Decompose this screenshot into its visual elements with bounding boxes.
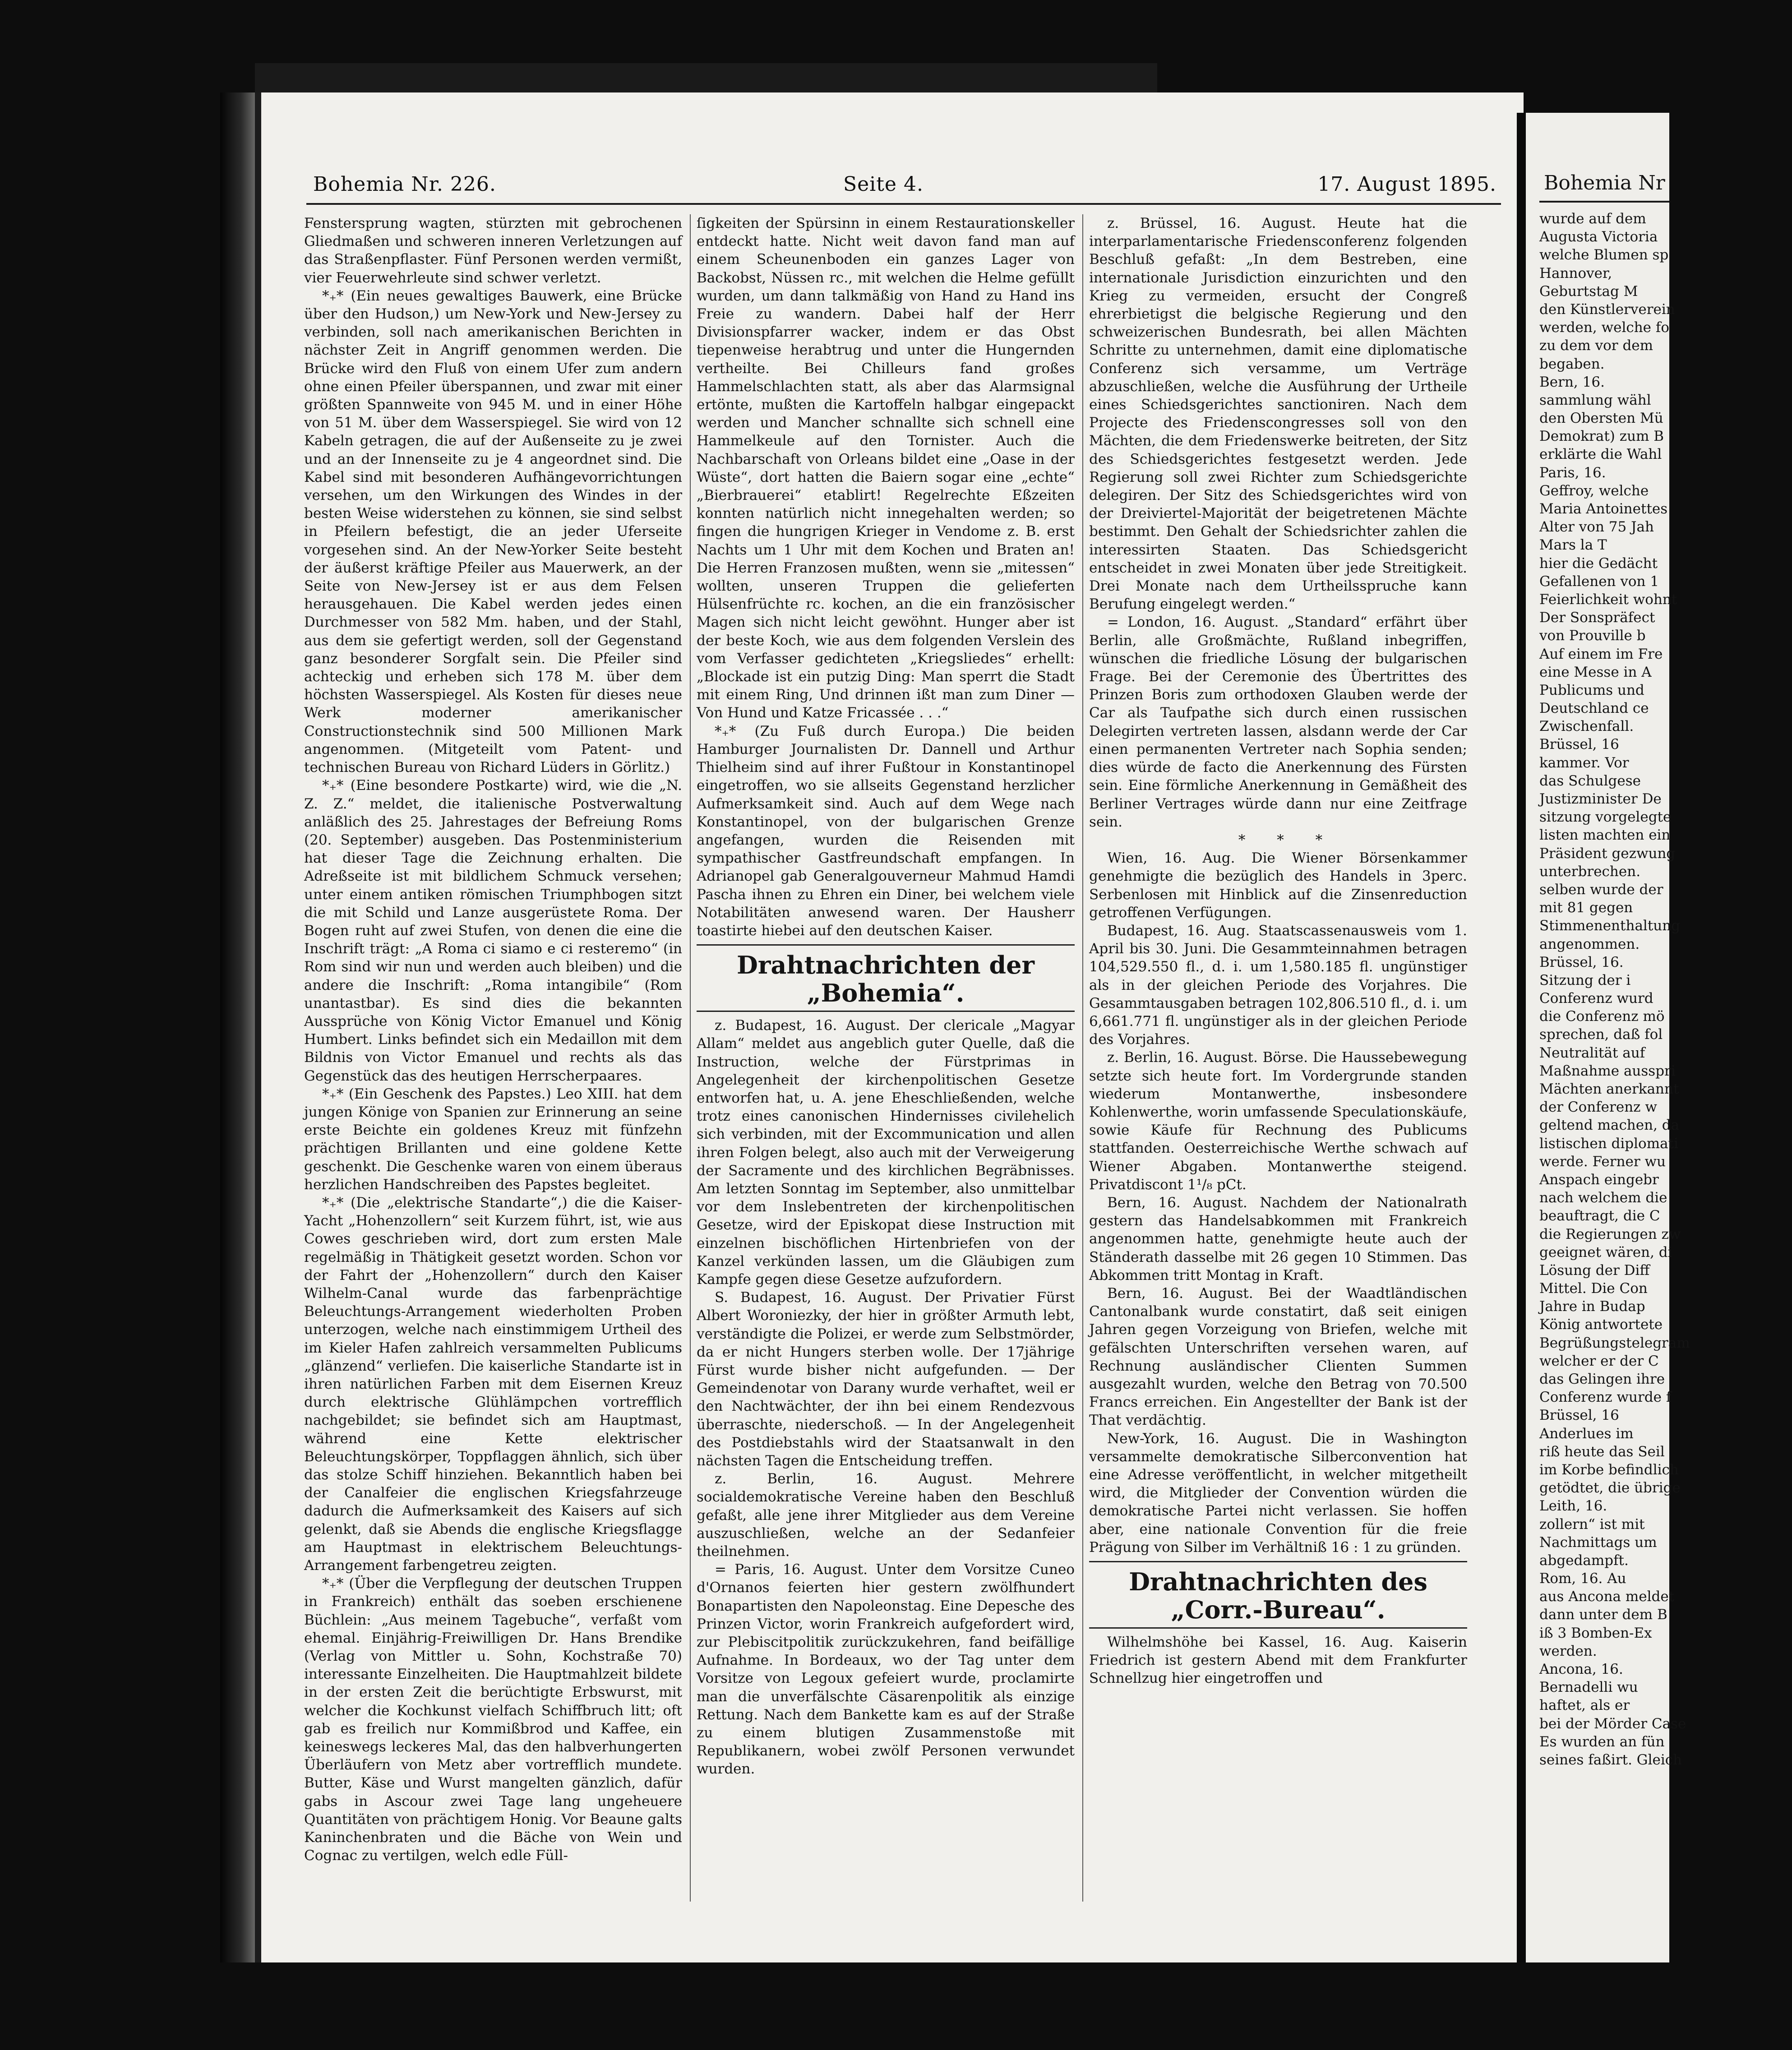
- next-page-line: aus Ancona meldet: [1539, 1588, 1675, 1605]
- next-page-line: Mächten anerkannt: [1539, 1081, 1679, 1097]
- next-page-line: im Korbe befindlich: [1539, 1461, 1679, 1478]
- newspaper-page: [255, 92, 1524, 1962]
- next-page-line: Mittel. Die Con: [1539, 1280, 1648, 1297]
- next-page-line: Begrüßungstelegram: [1539, 1334, 1690, 1351]
- telegram-item: Wilhelmshöhe bei Kassel, 16. Aug. Kaiserin Friedrich ist gestern Abend mit dem Frankfurter Schnellzug hier eingetroffen und: [1089, 1634, 1467, 1687]
- column-2: [697, 214, 1075, 1904]
- next-page-line: werden, welche fo: [1539, 319, 1670, 336]
- next-page-partial: [1517, 113, 1690, 1962]
- issue-date: 17. August 1895.: [1317, 173, 1496, 196]
- header-rule: [306, 203, 1501, 205]
- next-page-line: die Regierungen zw: [1539, 1226, 1681, 1242]
- telegram-item: Wien, 16. Aug. Die Wiener Börsenkammer genehmigte die bezüglich des Handels in 3perc. Serbenlosen mit Hinblick auf die Zinsenreduction getroffenen Verfügungen.: [1089, 850, 1467, 921]
- next-page-line: Brüssel, 16: [1539, 1407, 1619, 1424]
- telegram-item: Bern, 16. August. Bei der Waadtländischen Cantonalbank wurde constatirt, daß seit einigen Jahren gegen Vorzeigung von Briefen, welche mit gefälschten Unterschriften versehen waren, auf Rechnung ausländischer Clienten Summen ausgezahlt wurden, welche den Betrag von 70.500 Francs erreichen. Ein Angestellter der Bank ist der That verdächtig.: [1089, 1285, 1467, 1429]
- next-page-line: Justizminister De: [1539, 791, 1662, 807]
- section-heading-corr-bureau: Drahtnachrichten des „Corr.-Bureau“.: [1089, 1561, 1467, 1629]
- next-page-line: riß heute das Seil: [1539, 1443, 1665, 1460]
- article-paragraph: *₊* (Ein neues gewaltiges Bauwerk, eine Brücke über den Hudson,) um New-York und New-Jersey zu verbinden, soll nach amerikanischen Berichten in nächster Zeit in Angriff genommen werden. Die Brücke wird den Fluß von einem Ufer zum andern ohne einen Pfeiler überspannen, und zwar mit einer größten Spannweite von 945 M. und in einer Höhe von 51 M. über dem Wasserspiegel. Sie wird von 12 Kabeln getragen, die auf der Außenseite zu je zwei und an der Innenseite zu je 4 angeordnet sind. Die Kabel sind mit besonderen Aufhängevorrichtungen versehen, um den Wirkungen des Windes in der besten Weise widerstehen zu können, sie sind selbst in Pfeilern befestigt, die an jeder Uferseite vorgesehen sind. An der New-Yorker Seite besteht der äußerst kräftige Pfeiler aus Mauerwerk, an der Seite von New-Jersey ist er aus dem Felsen herausgehauen. Die Kabel werden jedes einen Durchmesser von 582 Mm. haben, und der Stahl, aus dem sie gefertigt werden, soll der Gegenstand ganz besonderer Sorgfalt sein. Die Pfeiler sind achteckig und erheben sich 178 M. über dem höchsten Wasserspiegel. Als Kosten für dieses neue Werk moderner amerikanischer Constructionstechnik sind 500 Millionen Mark angenommen. (Mitgeteilt vom Patent- und technischen Bureau von Richard Lüders in Görlitz.): [304, 287, 682, 776]
- next-page-line: Deutschland ce: [1539, 700, 1649, 717]
- next-page-line: Nachmittags um: [1539, 1534, 1657, 1551]
- next-page-line: werden.: [1539, 1643, 1597, 1659]
- next-page-line: getödtet, die übrige: [1539, 1480, 1681, 1496]
- next-page-header-rule: [1539, 201, 1669, 203]
- next-page-line: Bernadelli wu: [1539, 1679, 1638, 1696]
- next-page-line: Geburtstag M: [1539, 283, 1638, 300]
- telegram-item: New-York, 16. August. Die in Washington versammelte demokratische Silberconvention hat eine Adresse veröffentlicht, in welcher mitgetheilt wird, die Mitglieder der Convention würden die demokratische Partei nicht verlassen. Sie hoffen aber, eine nationale Convention für die freie Prägung von Silber im Verhältniß 16 : 1 zu gründen.: [1089, 1430, 1467, 1556]
- next-page-line: listischen diplomati: [1539, 1135, 1678, 1152]
- next-page-line: Es wurden an fün: [1539, 1733, 1665, 1750]
- book-spine: [220, 92, 255, 1962]
- page-number: Seite 4.: [843, 173, 924, 196]
- telegram-item: z. Berlin, 16. August. Börse. Die Haussebewegung setzte sich heute fort. Im Vordergrunde standen wiederum Montanwerthe, insbesondere Kohlenwerthe, worin umfassende Speculationskäufe, sowie Käufe für Rechnung des Publicums stattfanden. Oesterreichische Werthe schwach auf Wiener Abgaben. Montanwerthe steigend. Privatdiscont 1¹/₈ pCt.: [1089, 1049, 1467, 1193]
- telegram-item: Budapest, 16. Aug. Staatscassenausweis vom 1. April bis 30. Juni. Die Gesammteinnahmen betragen 104,529.550 fl., d. i. um 1,580.185 fl. ungünstiger als in der gleichen Periode des Vorjahres. Die Gesammtausgaben betragen 102,806.510 fl., d. i. um 6,661.771 fl. ungünstiger als in der gleichen Periode des Vorjahres.: [1089, 922, 1467, 1048]
- column-3: [1089, 214, 1467, 1904]
- next-page-line: Maria Antoinettes: [1539, 501, 1668, 517]
- next-page-line: Maßnahme ausspri: [1539, 1062, 1676, 1079]
- next-page-line: hier die Gedächt: [1539, 555, 1658, 572]
- next-page-line: Stimmenenthaltung: [1539, 918, 1681, 934]
- separator-stars: * * *: [1238, 831, 1336, 848]
- telegram-item: = Paris, 16. August. Unter dem Vorsitze Cuneo d'Ornanos feierten hier gestern zwölfhundert Bonapartisten den Napoleonstag. Eine Depesche des Prinzen Victor, worin Frankreich aufgefordert wird, zur Plebiscitpolitik zurückzukehren, fand beifällige Aufnahme. In Bordeaux, wo der Tag unter dem Vorsitze von Legoux gefeiert wurde, proclamirte man die unverfälschte Cäsarenpolitik als einzige Rettung. Nach dem Bankette kam es auf der Straße zu einem blutigen Zusammenstoße mit Republikanern, wobei zwölf Personen verwundet wurden.: [697, 1561, 1075, 1778]
- next-page-line: den Obersten Mü: [1539, 410, 1663, 427]
- next-page-line: listen machten ein: [1539, 827, 1671, 844]
- next-page-line: Anspach eingebr: [1539, 1171, 1659, 1188]
- telegram-item: Bern, 16. August. Nachdem der Nationalrath gestern das Handelsabkommen mit Frankreich angenommen hatte, genehmigte heute auch der Ständerath dasselbe mit 26 gegen 10 Stimmen. Das Abkommen tritt Montag in Kraft.: [1089, 1194, 1467, 1284]
- next-page-line: Mars la T: [1539, 537, 1607, 554]
- masthead-left: Bohemia Nr. 226.: [313, 173, 496, 196]
- next-page-line: Geffroy, welche: [1539, 482, 1649, 499]
- next-page-line: iß 3 Bomben-Ex: [1539, 1625, 1652, 1641]
- next-page-line: Conferenz wurde f: [1539, 1389, 1672, 1406]
- next-page-line: erklärte die Wahl: [1539, 446, 1662, 463]
- next-page-line: Neutralität auf: [1539, 1044, 1645, 1061]
- article-paragraph: *₊* (Die „elektrische Standarte“,) die die Kaiser-Yacht „Hohenzollern“ seit Kurzem führt, ist, wie aus Cowes geschrieben wird, dort zum ersten Male regelmäßig in Thätigkeit gesetzt worden. Schon vor der Fahrt der „Hohenzollern“ durch den Kaiser Wilhelm-Canal wurde das farbenprächtige Beleuchtungs-Arrangement wiederholten Proben unterzogen, welche nach einstimmigem Urtheil des im Kieler Hafen zahlreich versammelten Publicums „glänzend“ verliefen. Die kaiserliche Standarte ist in ihren natürlichen Farben mit dem Eisernen Kreuz durch elektrische Glühlämpchen vortrefflich nachgebildet; sie befindet sich am Hauptmast, während eine Kette elektrischer Beleuchtungskörper, Toppflaggen ähnlich, sich über das stolze Schiff hinziehen. Bekanntlich haben bei der Canalfeier die englischen Kriegsfahrzeuge dadurch die Aufmerksamkeit des Kaisers auf sich gelenkt, daß sie Abends die englische Kriegsflagge am Hauptmast in elektrischem Beleuchtungs-Arrangement farbengetreu zeigten.: [304, 1194, 682, 1574]
- next-page-line: sammlung wähl: [1539, 392, 1651, 408]
- next-page-line: abgedampft.: [1539, 1552, 1629, 1569]
- next-page-line: Augusta Victoria: [1539, 229, 1658, 245]
- section-heading-bohemia: Drahtnachrichten der „Bohemia“.: [697, 944, 1075, 1012]
- next-page-line: Zwischenfall.: [1539, 718, 1634, 735]
- next-page-line: Demokrat) zum B: [1539, 428, 1664, 445]
- article-paragraph: *₊* (Über die Verpflegung der deutschen Truppen in Frankreich) enthält das soeben erschienene Büchlein: „Aus meinem Tagebuche“, verfaßt vom ehemal. Einjährig-Freiwilligen Dr. Hans Brendike (Verlag von Mittler u. Sohn, Kochstraße 70) interessante Einzelheiten. Die Hauptmahlzeit bildete in der ersten Zeit die berüchtigte Erbswurst, mit welcher die Kochkunst vielfach Schiffbruch litt; oft gab es freilich nur Kommißbrod und Kaffee, ein keineswegs leckeres Mal, das den halbverhungerten Überläufern von Metz aber vortrefflich mundete. Butter, Käse und Wurst mangelten gänzlich, dafür gabs in Ascour zwei Tage lang ungeheuere Quantitäten von prächtigem Honig. Vor Beaune galts Kaninchenbraten und die Bäche von Wein und Cognac zu vertilgen, welch edle Füll-: [304, 1575, 682, 1864]
- next-page-line: welche Blumen sp: [1539, 247, 1669, 263]
- next-page-line: von Prouville b: [1539, 628, 1646, 644]
- next-page-line: das Schulgese: [1539, 772, 1641, 789]
- next-page-line: Brüssel, 16: [1539, 736, 1619, 753]
- scan-border-top: [255, 63, 1157, 93]
- next-page-line: Gefallenen von 1: [1539, 573, 1659, 590]
- article-paragraph: *₊* (Eine besondere Postkarte) wird, wie die „N. Z. Z.“ meldet, die italienische Postverwaltung anläßlich des 25. Jahrestages der Befreiung Roms (20. September) ausgeben. Das Postenministerium hat dieser Tage die Zeichnung erhalten. Die Adreßseite ist mit bildlichem Schmuck versehen; unter einem antiken römischen Triumphbogen sitzt die mit Schild und Lanze ausgerüstete Roma. Der Bogen ruht auf zwei Stufen, von denen die eine die Inschrift trägt: „A Roma ci siamo e ci resteremo“ (in Rom sind wir nun und werden auch bleiben) und die andere die Inschrift: „Roma intangibile“ (Rom unantastbar). Es sind dies die bekannten Aussprüche von König Victor Emanuel und König Humbert. Links befindet sich ein Medaillon mit dem Bildnis von Victor Emanuel und rechts als das Gegenstück das des heutigen Herrscherpaares.: [304, 777, 682, 1084]
- next-page-line: kammer. Vor: [1539, 754, 1629, 771]
- next-page-line: Paris, 16.: [1539, 464, 1606, 481]
- column-rule: [1082, 214, 1083, 1902]
- article-paragraph: *₊* (Ein Geschenk des Papstes.) Leo XIII. hat dem jungen Könige von Spanien zur Erinnerung an seine erste Beichte ein goldenes Kreuz mit fünfzehn prächtigen Brillanten und eine goldene Kette geschenkt. Die Geschenke waren von einem überaus herzlichen Handschreiben des Papstes begleitet.: [304, 1085, 682, 1193]
- next-page-line: Auf einem im Fre: [1539, 646, 1663, 662]
- next-page-column: [1539, 210, 1792, 1769]
- next-page-line: beauftragt, die C: [1539, 1208, 1660, 1224]
- next-page-line: unterbrechen.: [1539, 863, 1641, 880]
- next-page-masthead: Bohemia Nr: [1544, 171, 1665, 194]
- next-page-line: Lösung der Diff: [1539, 1262, 1650, 1279]
- next-page-line: der Conferenz w: [1539, 1099, 1657, 1116]
- next-page-line: Der Sonspräfect: [1539, 609, 1655, 626]
- telegram-item: z. Brüssel, 16. August. Heute hat die interparlamentarische Friedensconferenz folgenden Beschluß gefaßt: „In dem Bestreben, eine internationale Jurisdiction einzurichten und den Krieg zu vermeiden, ersucht der Congreß ehrerbietigst die belgische Regierung und den schweizerischen Bundesrath, bei allen Mächten Schritte zu unternehmen, damit eine diplomatische Conferenz sich versamme, um Verträge abzuschließen, welche die Ausführung der Urtheile eines Schiedsgerichtes sanctioniren. Nach dem Projecte des Friedenscongresses soll von den Mächten, die dem Friedenswerke beitreten, der Sitz des Schiedsgerichtes festgesetzt werden. Jede Regierung soll zwei Richter zum Schiedsgerichte delegiren. Der Sitz des Schiedsgerichtes wird von der Dreiviertel-Majorität der beigetretenen Mächte bestimmt. Den Gehalt der Schiedsrichter zahlen die interessirten Staaten. Das Schiedsgericht entscheidet in zwei Monaten über jede Streitigkeit. Drei Monate nach dem Urtheilsspruche kann Berufung eingelegt werden.“: [1089, 215, 1467, 613]
- next-page-line: dann unter dem B: [1539, 1607, 1667, 1623]
- column-1: [304, 214, 682, 1904]
- next-page-line: die Conferenz mö: [1539, 1008, 1665, 1025]
- telegram-item: = London, 16. August. „Standard“ erfährt über Berlin, alle Großmächte, Rußland inbegriffen, wünschen die friedliche Lösung der bulgarischen Frage. Bei der Ceremonie des Übertrittes des Prinzen Boris zum orthodoxen Glauben werde der Car als Taufpathe sich durch einen russischen Delegirten vertreten lassen, alsdann werde der Car einen permanenten Vertreter nach Sophia senden; dies würde de facto die Anerkennung des Fürsten sein. Eine förmliche Anerkennung in Gemäßheit des Berliner Vertrages würde dann nur eine Zeitfrage sein.: [1089, 614, 1467, 830]
- next-page-line: König antwortete: [1539, 1316, 1663, 1333]
- next-page-line: geeignet wären, di: [1539, 1244, 1672, 1260]
- next-page-line: sitzung vorgelegte: [1539, 809, 1672, 826]
- next-page-line: Alter von 75 Jah: [1539, 519, 1654, 536]
- article-paragraph: *₊* (Zu Fuß durch Europa.) Die beiden Hamburger Journalisten Dr. Dannell und Arthur Thielheim sind auf ihrer Fußtour in Konstantinopel eingetroffen, wo sie allseits Gegenstand herzlicher Aufmerksamkeit sind. Auch auf dem Wege nach Konstantinopel, von der bulgarischen Grenze angefangen, wurden die Reisenden mit sympathischer Gastfreundschaft empfangen. In Adrianopel gab Generalgouverneur Mahmud Hamdi Pascha ihnen zu Ehren ein Diner, bei welchem viele Notabilitäten anwesend waren. Der Hausherr toastirte hiebei auf den deutschen Kaiser.: [697, 723, 1075, 939]
- telegram-item: z. Berlin, 16. August. Mehrere socialdemokratische Vereine haben den Beschluß gefaßt, alle jene ihrer Mitglieder aus dem Vereine auszuschließen, welche an der Sedanfeier theilnehmen.: [697, 1471, 1075, 1560]
- telegram-item: z. Budapest, 16. August. Der clericale „Magyar Allam“ meldet aus angeblich guter Quelle, daß die Instruction, welche der Fürstprimas in Angelegenheit der kirchenpolitischen Gesetze entworfen hat, u. A. jene Eheschließenden, welche trotz eines canonischen Hindernisses civilehelich sich verbinden, mit der Excommunication und allen ihren Folgen belegt, also auch mit der Verweigerung der Sacramente und des kirchlichen Begräbnisses. Am letzten Sonntag im September, also unmittelbar vor dem Inslebentreten der kirchenpolitischen Gesetze, wird der Episkopat diese Instruction mit einzelnen bischöflichen Hirtenbriefen von der Kanzel verkünden lassen, um die Gläubigen zum Kampfe gegen diese Gesetze aufzufordern.: [697, 1017, 1075, 1288]
- next-page-line: Feierlichkeit wohnt: [1539, 591, 1677, 608]
- next-page-line: welcher er der C: [1539, 1353, 1659, 1369]
- next-page-line: geltend machen, da: [1539, 1117, 1680, 1134]
- next-page-line: das Gelingen ihre: [1539, 1371, 1665, 1387]
- next-page-line: den Künstlerverein: [1539, 301, 1675, 318]
- next-page-line: angenommen.: [1539, 936, 1640, 952]
- next-page-line: selben wurde der: [1539, 881, 1663, 898]
- column-rule: [690, 214, 691, 1902]
- article-paragraph: ſigkeiten der Spürsinn in einem Restaurationskeller entdeckt hatte. Nicht weit davon fand man auf einem Scheunenboden ein ganzes Lager von Backobst, Nüssen rc., mit welchen die Helme gefüllt wurden, um dann talkmäßig von Hand zu Hand ins Freie zu wandern. Dabei half der Herr Divisionspfarrer wacker, indem er das Obst tiepenweise herabtrug und unter die Hungernden vertheilte. Bei Chilleurs fand großes Hammelschlachten statt, als aber das Alarmsignal ertönte, mußten die Kartoffeln halbgar eingepackt werden und Mancher schnallte sich schnell eine Hammelkeule auf den Tornister. Auch die Nachbarschaft von Orleans bildet eine „Oase in der Wüste“, dort hatten die Baiern sogar eine „echte“ „Bierbrauerei“ etablirt! Regelrechte Eßzeiten konnten natürlich nicht innegehalten werden; so fingen die hungrigen Krieger in Vendome z. B. erst Nachts um 1 Uhr mit dem Kochen und Braten an! Die Herren Franzosen mußten, wenn sie „mitessen“ wollten, unseren Truppen die gelieferten Hülsenfrüchte rc. kochen, an die ein französischer Magen sich nicht leicht gewöhnt. Hunger aber ist der beste Koch, wie aus dem folgenden Verslein des vom Verfasser gedichteten „Kriegsliedes“ erhellt: „Blockade ist ein putzig Ding: Man sperrt die Stadt mit einem Ring, Und drinnen ißt man zum Diner — Von Hund und Katze Fricassée . . .“: [697, 215, 1075, 721]
- next-page-line: seines faßirt. Gleich: [1539, 1751, 1682, 1768]
- next-page-line: nach welchem die: [1539, 1190, 1667, 1206]
- next-page-line: Rom, 16. Au: [1539, 1570, 1626, 1587]
- next-page-line: Publicums und: [1539, 682, 1644, 698]
- article-paragraph: Fenstersprung wagten, stürzten mit gebrochenen Gliedmaßen und schweren inneren Verletzungen auf das Straßenpflaster. Fünf Personen werden vermißt, vier Feuerwehrleute sind schwer verletzt.: [304, 215, 682, 286]
- next-page-line: bei der Mörder Case: [1539, 1715, 1686, 1732]
- next-page-line: Präsident gezwung: [1539, 845, 1676, 862]
- next-page-line: Leith, 16.: [1539, 1498, 1607, 1514]
- next-page-line: haftet, als er: [1539, 1697, 1630, 1714]
- next-page-line: mit 81 gegen: [1539, 900, 1633, 916]
- next-page-line: werde. Ferner wu: [1539, 1153, 1666, 1170]
- next-page-line: Sitzung der i: [1539, 972, 1631, 988]
- next-page-line: Jahre in Budap: [1539, 1298, 1645, 1315]
- next-page-line: zu dem vor dem: [1539, 337, 1653, 354]
- next-page-line: Bern, 16.: [1539, 374, 1605, 390]
- next-page-line: Ancona, 16.: [1539, 1661, 1623, 1677]
- next-page-line: eine Messe in A: [1539, 664, 1652, 680]
- telegram-item: S. Budapest, 16. August. Der Privatier Fürst Albert Woroniezky, der hier in größter Armuth lebt, verständigte die Polizei, er werde zum Selbstmörder, da er nicht Hungers sterben wolle. Der 17jährige Fürst wurde bisher nicht aufgefunden. — Der Gemeindenotar von Darany wurde verhaftet, weil er den Nachtwächter, der ihn bei einem Rendezvous überraschte, niederschoß. — In der Angelegenheit des Postdiebstahls wird der Staatsanwalt in den nächsten Tagen die Entscheidung treffen.: [697, 1289, 1075, 1469]
- next-page-line: sprechen, daß fol: [1539, 1026, 1663, 1043]
- next-page-line: zollern“ ist mit: [1539, 1516, 1645, 1533]
- next-page-line: Brüssel, 16.: [1539, 954, 1624, 970]
- next-page-line: Hannover,: [1539, 265, 1612, 282]
- next-page-line: Anderlues im: [1539, 1425, 1634, 1442]
- next-page-line: begaben.: [1539, 356, 1605, 372]
- next-page-line: Conferenz wurd: [1539, 990, 1653, 1007]
- next-page-line: wurde auf dem: [1539, 211, 1646, 227]
